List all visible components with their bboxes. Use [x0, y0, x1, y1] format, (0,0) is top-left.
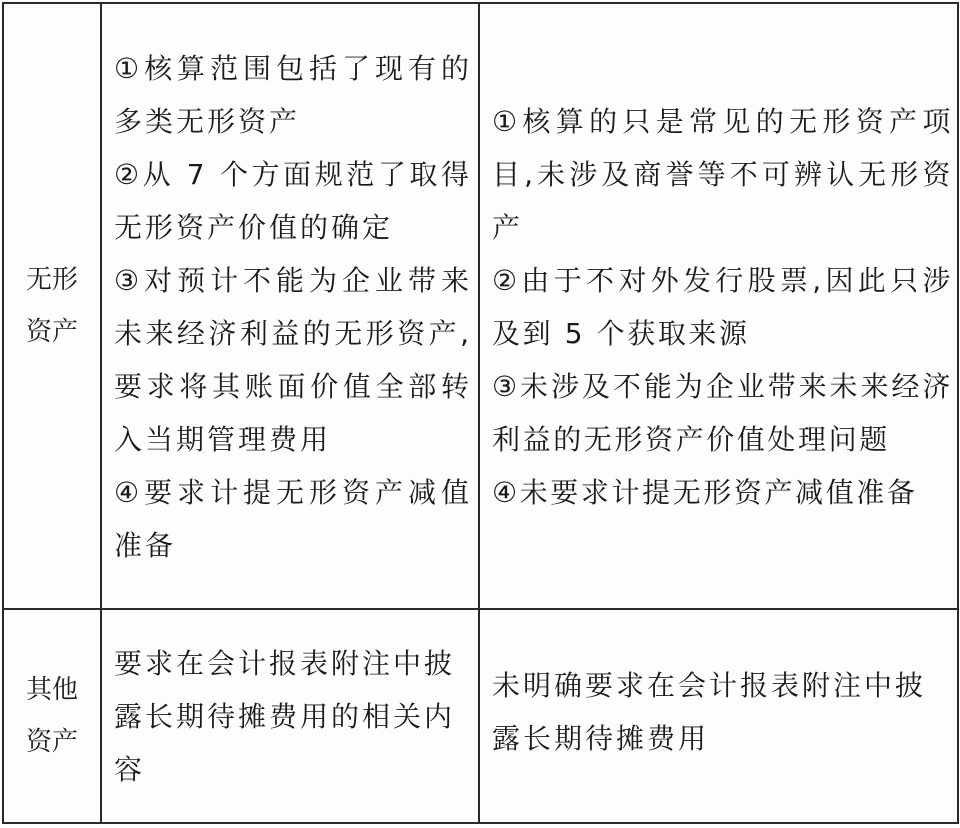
list-item: ①核算的只是常见的无形资产项目,未涉及商誉等不可辨认无形资产 — [492, 105, 953, 244]
category-label: 其他资产 — [25, 675, 78, 757]
right-column-cell — [479, 609, 958, 823]
right-text: 未明确要求在会计报表附注中披露长期待摊费用 — [492, 669, 927, 755]
table-row-other-assets — [3, 609, 958, 823]
left-text: 要求在会计报表附注中披露长期待摊费用的相关内容 — [114, 646, 456, 786]
list-item: ②从 7 个方面规范了取得无形资产价值的确定 — [114, 158, 472, 244]
comparison-table — [2, 2, 959, 824]
category-label: 无形资产 — [25, 265, 78, 347]
left-item-list — [102, 40, 478, 572]
left-column-cell — [101, 3, 479, 609]
right-column-cell — [479, 3, 958, 609]
category-cell — [3, 609, 101, 823]
left-column-cell — [101, 609, 479, 823]
list-item: ③对预计不能为企业带来未来经济利益的无形资产,要求将其账面价值全部转入当期管理费用 — [114, 264, 472, 456]
list-item: ②由于不对外发行股票,因此只涉及到 5 个获取来源 — [492, 264, 953, 350]
right-item-list — [480, 93, 957, 519]
category-cell — [3, 3, 101, 609]
list-item: ④要求计提无形资产减值准备 — [114, 476, 472, 562]
list-item: ③未涉及不能为企业带来未来经济利益的无形资产价值处理问题 — [492, 370, 953, 456]
list-item: ①核算范围包括了现有的多类无形资产 — [114, 52, 472, 138]
table-row-intangible-assets — [3, 3, 958, 609]
list-item: ④未要求计提无形资产减值准备 — [492, 476, 918, 509]
